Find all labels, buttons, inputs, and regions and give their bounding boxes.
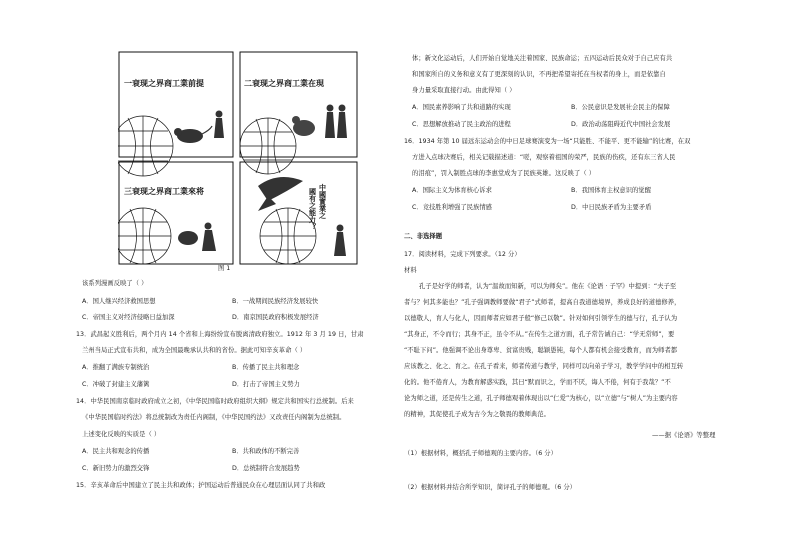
panel-3-border [119,162,233,264]
q17-sub2: （2）根据材料并结合所学知识，简评孔子的师德观。（6 分） [404,484,577,491]
q16-line3: 的泪痕”，罚入制胜点球的李惠堂成为了民族英雄。这反映了（ ） [412,170,596,177]
material-para-line: 的精神，其促使孔子成为古今为之敬畏的教师典范。 [404,411,550,418]
q12-stem: 该系列漫画反映了（ ） [82,280,148,287]
panel-4-text-col2: 國有之能力？ [308,188,318,230]
q16-option-d: D．中日民族矛盾为主要矛盾 [571,204,652,211]
q17-sub1: （1）根据材料，概括孔子师德观的主要内容。（6 分） [404,450,557,457]
q14-line2: 《中华民国临时约法》将总统制改为责任内阁制，《中华民国约法》又改责任内阁制为总统制。 [82,414,346,421]
man-figure-1 [214,111,224,139]
material-para-line: 化的。他不倦育人，为教育解惑实践，其曰“默而识之，学而不厌，诲人不倦，何有于我哉？”不 [404,379,671,386]
q12-option-b: B．一战期间民族经济发展较快 [232,298,319,305]
panel-1-text: 一衰现之界商工業前提 [124,78,204,88]
q14-line1: 14．中华民国南京临时政府成立之初，《中华民国临时政府组织大纲》规定共和国实行总统制。后来 [76,398,354,405]
q16-option-c: C．竞技胜利增强了民族情感 [412,204,492,211]
figure-caption: 图 1 [218,265,231,272]
fighting-figures-3 [178,223,216,252]
q14-option-d: D．总统制符合发展趋势 [232,465,300,472]
q16-option-a: A．国际主义为体育核心诉求 [412,187,492,194]
tiger-figure-2 [292,116,315,136]
q14-line3: 上述变化反映的实质是（ ） [82,431,161,438]
q13-option-b: B．传播了民主共和理念 [232,364,300,371]
q14-option-b: B．共和政体的不断完善 [232,448,300,455]
panel-1-border [119,52,233,157]
material-para-line: 以德敬人，育人与化人，因而师者应如君子般“修己以敬”。针对如何引领学生的德与行，孔子认为 [404,315,678,322]
q16-line2: 方进入点球决赛后，相关记载描述道：“嗟，观察着祖国的荣严，民族的伤疾，还有东三省人民 [412,154,676,161]
q15-line3: 和国家所自的义务和意义有了更深刻的认识，不再把希望寄托在当权者的身上，而是依靠自 [412,71,666,78]
q15-line1: 15．辛亥革命后中国建立了民主共和政体；护国运动后普通民众在心理层面认同了共和政 [76,482,326,489]
q13-line2: 兰州当局正式宣布共和，成为全国最晚承认共和的省份。据此可知辛亥革命（ ） [82,347,307,354]
q15-option-a: A．国民素养影响了共和道路的实现 [412,104,511,111]
q15-option-c: C．思想解放推动了民主政治的进程 [412,121,511,128]
man-figure-4 [334,225,346,257]
material-para-line: 孔子是好学的师者，认为“温故而知新，可以为师矣”。他在《论语 · 子罕》中提到：“夫子至 [419,283,677,290]
panel-3-text: 三衰现之界商工業來将 [124,186,204,196]
material-para-line: 应该教之、化之、育之。在孔子看来，师者传道与教学，同样可以向弟子学习，教学学问中的相互转 [404,363,684,370]
globe-3 [118,208,171,264]
material-para-line: 论为师之道，还是传生之道，孔子师德观着体现出以“仁爱”为核心，以“立德”与“树人”为主要内容 [404,395,678,402]
globe-2 [240,118,296,174]
q15-line4: 身力量采取直接行动。由此得知（ ） [412,87,516,94]
panel-4-text-col1: 中國實業之 [318,184,328,219]
q14-option-c: C．新旧势力的激烈交锋 [82,465,150,472]
q15-option-b: B．公民意识是发展社会民主的保障 [571,104,670,111]
q13-option-d: D．打击了帝国主义势力 [232,381,300,388]
material-para-line: 者与？何其多能也？”孔子强调教师要做“君子”式师者，提高自我道德境界，养成良好的道德修养， [404,299,681,306]
q12-option-a: A．国人继兴经济救国思想 [82,298,156,305]
material-para-line: “其身正，不令而行；其身不正，虽令不从。”在传生之道方面，孔子常告诫自己：“学无常师”，要 [404,331,675,338]
material-label: 材料 [404,267,417,274]
q12-option-c: C．帝国主义对经济侵略日益加深 [82,314,175,321]
q17-stem: 17．阅读材料，完成下列要求。（12 分） [404,251,521,258]
q13-option-c: C．冲破了封建主义藩篱 [82,381,150,388]
q15-line2: 体；新文化运动后，人们开始自觉地关注着国家、民族命运；五四运动后民众对于自己应有共 [412,55,673,62]
material-para-line: “不耻下问”。他强调不论出身尊卑、贫富贵贱，聪颖愚钝，每个人都有机会接受教育，而为师者都 [404,347,678,354]
people-figures-2 [325,105,347,139]
q16-option-b: B．我国体育主权意识的觉醒 [571,187,651,194]
q13-option-a: A．推翻了满族专制统治 [82,364,150,371]
cartoon-figure [118,46,358,265]
q12-option-d: D．南京国民政府积极发展经济 [232,314,319,321]
q16-line1: 16．1934 年第 10 届远东运动会的中日足球赛演变为一场“只能胜、不能平、更不能输”的比赛，在双 [404,138,691,145]
q13-line1: 13．武昌起义胜利后，两个月内 14 个省和上海纷纷宣布脱离清政府独立。1912 年 3 月 19 日，甘肃 [76,331,364,338]
dragon-figure-4 [258,177,303,211]
q14-option-a: A．民主共和观念的传播 [82,448,150,455]
globe-1 [118,116,173,176]
panel-2-text: 二衰现之界商工業在現 [244,78,324,88]
q15-option-d: D．政治动荡阻碍近代中国社会发展 [571,121,671,128]
tiger-figure-1 [174,126,212,143]
cartoon-svg [118,46,358,265]
section-title: 二、非选择题 [404,233,443,240]
panel-2-border [240,52,357,157]
material-source: ——据《论语》等整理 [652,432,716,439]
